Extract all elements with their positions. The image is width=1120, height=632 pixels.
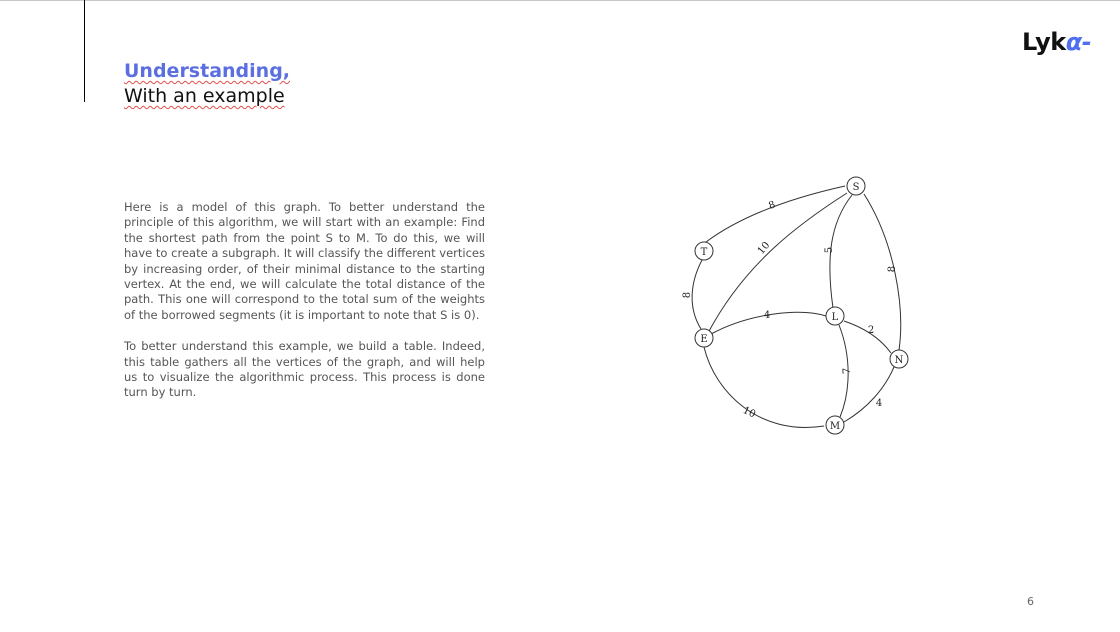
node-label-M: M	[829, 421, 841, 432]
title-line-2: With an example	[124, 85, 285, 107]
logo-text: Lyk	[1022, 28, 1066, 56]
logo-mark: α-	[1065, 28, 1092, 56]
edge-T-S	[706, 186, 845, 242]
weight-L-M: 7	[842, 367, 853, 375]
edge-E-S	[708, 193, 847, 333]
weight-T-S: 8	[767, 199, 778, 212]
node-label-S: S	[852, 182, 860, 193]
node-label-T: T	[700, 247, 708, 258]
page-number: 6	[1027, 595, 1034, 608]
title-line-1: Understanding,	[124, 60, 291, 82]
edge-E-M	[704, 347, 824, 427]
weight-E-L: 4	[763, 310, 771, 321]
body-text	[124, 200, 485, 417]
vertical-accent-line	[84, 0, 85, 102]
weight-E-M: 10	[740, 405, 758, 421]
weight-S-N: 8	[887, 265, 898, 273]
graph-diagram	[660, 168, 930, 448]
paragraph-1: Here is a model of this graph. To better understand the principle of this algorithm, we will start with an example: Find the shortest path from the point S to M. To do this, we will have to create a subgraph. It will classify the different vertices by increasing order, of their minimal distance to the starting vertex. At the end, we will calculate the total distance of the path. This one will correspond to the total sum of the weights of the borrowed segments (it is important to note that S is 0).	[124, 200, 485, 322]
node-label-E: E	[700, 334, 708, 345]
paragraph-2: To better understand this example, we build a table. Indeed, this table gathers all the vertices of the graph, and will help us to visualize the algorithmic process. This process is done turn by turn.	[124, 339, 485, 400]
edge-N-M	[844, 367, 894, 422]
node-label-L: L	[831, 312, 839, 323]
top-divider	[0, 0, 1120, 1]
slide-title	[124, 58, 290, 108]
weight-T-E: 8	[682, 291, 693, 299]
weight-L-N: 2	[867, 325, 875, 336]
edge-T-E	[692, 260, 702, 329]
node-label-N: N	[894, 355, 904, 366]
weight-E-S: 10	[755, 239, 773, 257]
weight-L-S: 5	[824, 246, 835, 254]
weight-N-M: 4	[875, 398, 883, 409]
brand-logo	[1022, 28, 1091, 56]
